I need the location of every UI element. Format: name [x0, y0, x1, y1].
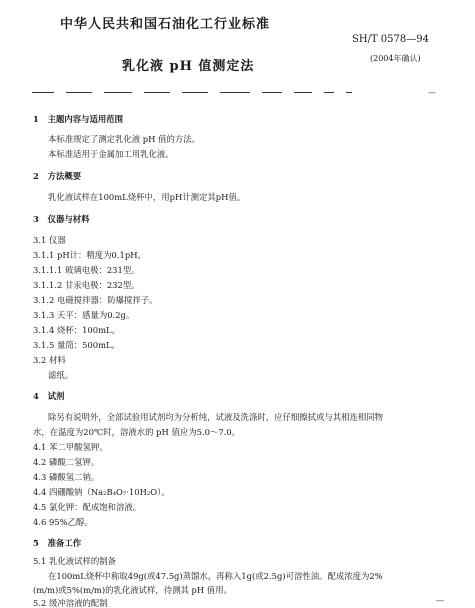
clause-4-6: 4.6 95%乙醇。 — [33, 517, 93, 527]
section-5-para-1: 在100mL烧杯中称取49g(或47.5g)蒸馏水，再称入1g(或2.5g)可溶性油。配成浓度为2% — [48, 571, 383, 581]
clause-3-1-1-2: 3.1.1.2 甘汞电极：232型。 — [33, 280, 140, 290]
clause-4-3: 4.3 磷酸氢二钠。 — [33, 472, 100, 482]
section-3-heading — [33, 214, 89, 224]
section-4-heading — [33, 391, 64, 401]
clause-4-5: 4.5 氯化钾：配成饱和溶液。 — [33, 502, 142, 512]
clause-3-2-body: 滤纸。 — [48, 370, 74, 380]
section-5-heading — [33, 538, 81, 548]
section-4-title: 试剂 — [47, 391, 65, 401]
section-1-number: 1 — [33, 114, 39, 124]
clause-5-1: 5.1 乳化液试样的制备 — [33, 556, 116, 566]
section-4-para-2: 水，在温度为20℃时，溶液水的 pH 值应为5.0～7.0。 — [33, 427, 241, 437]
section-3-number: 3 — [33, 214, 39, 224]
section-5-para-2: (m/m)或5%(m/m)的乳化液试样，待测其 pH 值用。 — [33, 585, 233, 595]
clause-3-1-5: 3.1.5 量筒：500mL。 — [33, 340, 120, 350]
section-2-heading — [33, 171, 81, 181]
section-2-number: 2 — [33, 171, 39, 181]
org-title: 中华人民共和国石油化工行业标准 — [60, 17, 271, 32]
clause-3-1-4: 3.1.4 烧杯：100mL。 — [33, 325, 120, 335]
section-2-para-1: 乳化液试样在100mL烧杯中，用pH计测定其pH值。 — [48, 192, 246, 202]
clause-3-2: 3.2 材料 — [33, 355, 66, 365]
section-5-title: 准备工作 — [47, 538, 82, 548]
section-1-title: 主题内容与适用范围 — [47, 114, 123, 124]
section-4-number: 4 — [33, 391, 39, 401]
document-title: 乳化液 pH 值测定法 — [122, 59, 255, 74]
clause-4-1: 4.1 苯二甲酸氢钾。 — [33, 442, 108, 452]
clause-3-1-1: 3.1.1 pH计：精度为0.1pH。 — [33, 250, 146, 260]
confirmation-note: (2004年确认) — [370, 54, 421, 63]
section-4-para-1: 除另有说明外，全部试验用试剂均为分析纯，试液及洗涤时，应仔细擦拭或与其相连相同物 — [48, 412, 383, 422]
section-5-number: 5 — [33, 538, 39, 548]
clause-4-4: 4.4 四硼酸钠（Na₂B₄O₇·10H₂O）。 — [33, 487, 170, 497]
page-mark-top: — — [428, 88, 436, 97]
clause-5-2: 5.2 缓冲溶液的配制 — [33, 598, 108, 608]
standard-code: SH/T 0578—94 — [352, 34, 429, 45]
section-1-para-1: 本标准规定了测定乳化液 pH 值的方法。 — [48, 134, 200, 144]
clause-3-1-2: 3.1.2 电磁搅拌器：防爆搅拌子。 — [33, 295, 158, 305]
clause-4-2: 4.2 磷酸二氢钾。 — [33, 457, 100, 467]
section-1-heading — [33, 114, 123, 124]
section-1-para-2: 本标准适用于金属加工用乳化液。 — [48, 149, 174, 159]
clause-3-1: 3.1 仪器 — [33, 235, 66, 245]
section-3-title: 仪器与材料 — [47, 214, 90, 224]
section-2-title: 方法概要 — [47, 171, 82, 181]
clause-3-1-1-1: 3.1.1.1 玻璃电极：231型。 — [33, 265, 140, 275]
page-mark-bottom: — — [436, 596, 444, 605]
clause-3-1-3: 3.1.3 天平：感量为0.2g。 — [33, 310, 135, 320]
header-divider — [32, 92, 444, 94]
